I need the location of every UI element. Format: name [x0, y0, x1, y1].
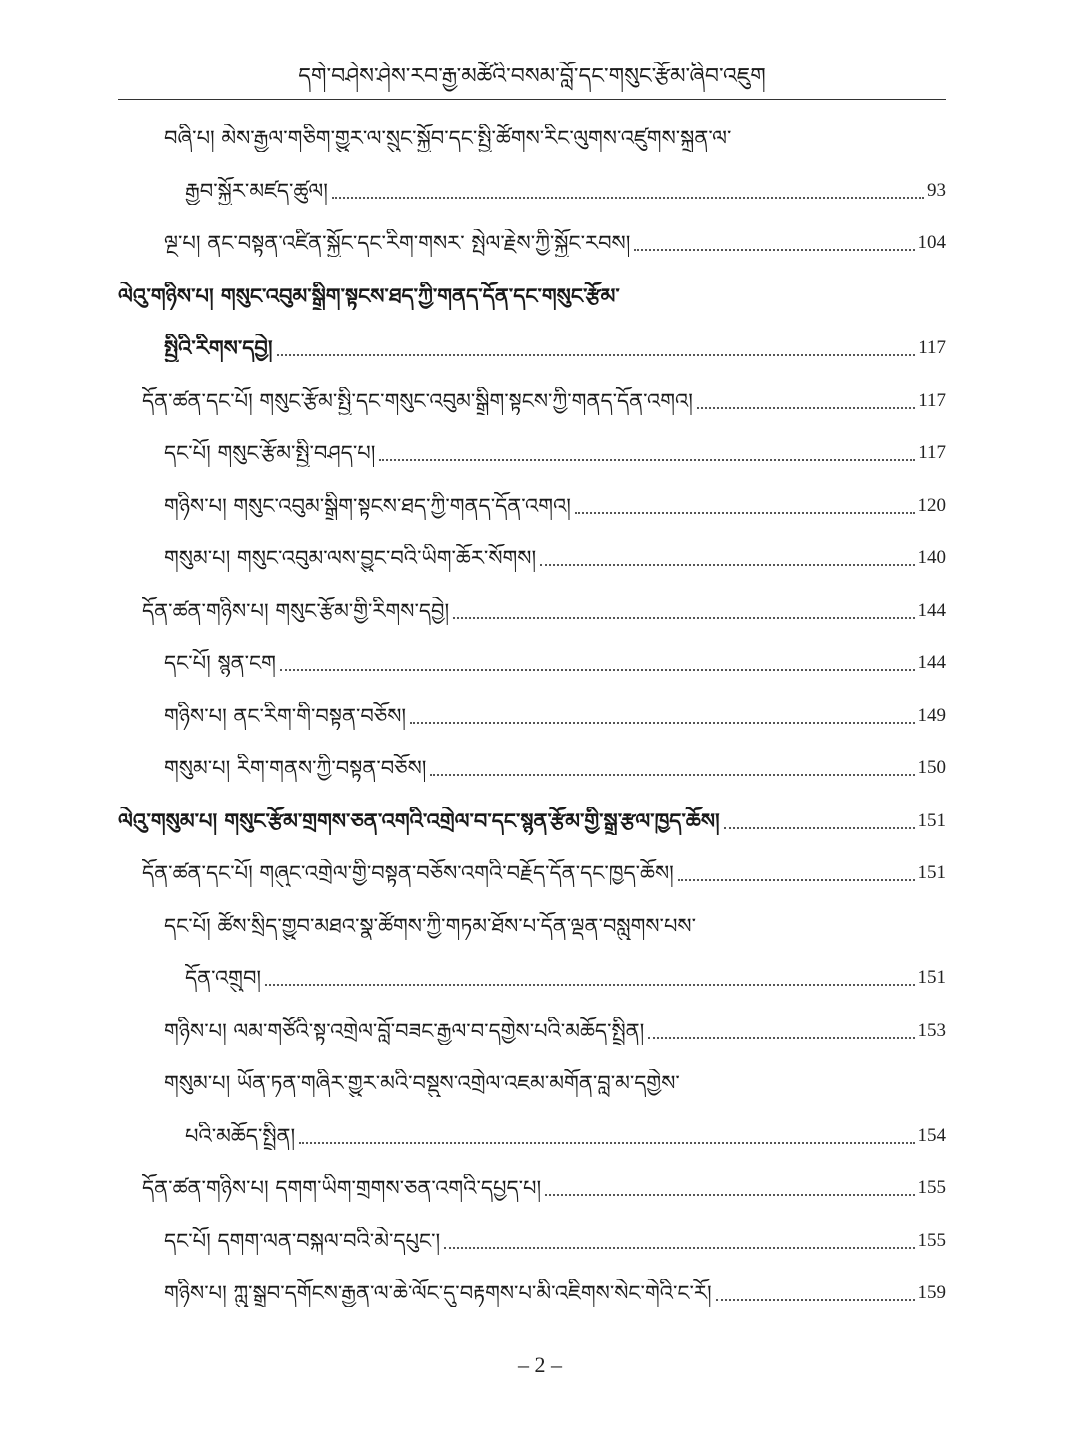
- toc-section[interactable]: [142, 847, 946, 887]
- dot-leader: [444, 1247, 914, 1249]
- toc-entry-page: 140: [917, 547, 946, 568]
- toc-entry-title: གསུམ་པ། རིག་གནས་ཀྱི་བསྟན་བཅོས།: [164, 756, 427, 780]
- dot-leader: [724, 827, 915, 829]
- toc-entry-page: 155: [917, 1177, 946, 1198]
- page-number: – 2 –: [518, 1352, 562, 1377]
- toc-section[interactable]: [142, 1162, 946, 1202]
- toc-entry-page: 150: [917, 757, 946, 778]
- toc-entry-page: 154: [917, 1125, 946, 1146]
- dot-leader: [678, 879, 915, 881]
- toc-entry[interactable]: [185, 165, 946, 205]
- dot-leader: [332, 197, 924, 199]
- toc-entry[interactable]: [164, 690, 946, 730]
- toc-entry-title: ལྔ་པ། ནང་བསྟན་འཛིན་སྐྱོང་དང་རིག་གསར་ སྤེལ་རྗེས་ཀྱི་སྐྱོང་རབས།: [164, 231, 631, 255]
- toc-entry-title: དང་པོ། སྙན་ངག: [164, 651, 276, 675]
- toc-entry-title: དང་པོ། གསུང་རྩོམ་སྤྱི་བཤད་པ།: [164, 441, 376, 465]
- dot-leader: [265, 984, 914, 986]
- dot-leader: [410, 722, 914, 724]
- dot-leader: [697, 407, 915, 409]
- toc-entry-page: 117: [918, 390, 946, 411]
- toc-entry-page: 159: [917, 1282, 946, 1303]
- toc-section[interactable]: [142, 585, 946, 625]
- toc-entry-title: རྒྱབ་སྐྱོར་མཛད་ཚུལ།: [185, 179, 328, 203]
- dot-leader: [299, 1142, 914, 1144]
- toc-entry-title: དོན་ཚན་གཉིས་པ། གསུང་རྩོམ་གྱི་རིགས་དབྱེ།: [142, 599, 450, 623]
- toc-entry[interactable]: [164, 1005, 946, 1045]
- toc-entry-title: དོན་ཚན་དང་པོ། གཞུང་འགྲེལ་གྱི་བསྟན་བཅོས་འགའི་བརྗོད་དོན་དང་ཁྱད་ཆོས།: [142, 861, 674, 885]
- toc-entry-page: 104: [917, 232, 946, 253]
- toc-entry-title: བཞི་པ། མེས་རྒྱལ་གཅིག་གྱུར་ལ་སྲུང་སྐྱོབ་དང་སྤྱི་ཚོགས་རིང་ལུགས་འཛུགས་སྐྲུན་ལ་: [164, 126, 732, 150]
- toc-entry-title: དོན་འགྲུབ།: [185, 966, 262, 990]
- toc-entry-page: 151: [917, 862, 946, 883]
- toc-entry-title: དོན་ཚན་གཉིས་པ། དགག་ཡིག་གྲགས་ཅན་འགའི་དཔྱད་པ།: [142, 1176, 542, 1200]
- toc-entry[interactable]: [164, 427, 946, 467]
- dot-leader: [280, 669, 915, 671]
- toc-entry-page: 155: [917, 1230, 946, 1251]
- dot-leader: [716, 1299, 915, 1301]
- toc-entry-page: 153: [917, 1020, 946, 1041]
- dot-leader: [545, 1194, 914, 1196]
- toc-entry[interactable]: [185, 1110, 946, 1150]
- toc-entry-page: 144: [917, 652, 946, 673]
- header-rule: [118, 99, 946, 100]
- toc-entry[interactable]: [164, 900, 946, 940]
- toc-entry-page: 117: [918, 442, 946, 463]
- toc-entry-page: 144: [917, 600, 946, 621]
- toc-entry-title: གཉིས་པ། ནང་རིག་གི་བསྟན་བཅོས།: [164, 704, 407, 728]
- toc-section[interactable]: [142, 375, 946, 415]
- toc-entry-page: 117: [918, 337, 946, 358]
- toc-entry-title: སྤྱིའི་རིགས་དབྱེ།: [164, 335, 273, 360]
- dot-leader: [575, 512, 915, 514]
- toc-entry[interactable]: [164, 1057, 946, 1097]
- toc-entry[interactable]: [164, 742, 946, 782]
- toc-entry-page: 151: [917, 810, 946, 831]
- toc-entry-title: གཉིས་པ། གསུང་འབུམ་སྒྲིག་སྟངས་ཐད་ཀྱི་གནད་དོན་འགའ།: [164, 494, 571, 518]
- dot-leader: [634, 249, 914, 251]
- toc-entry[interactable]: [164, 637, 946, 677]
- running-header: དགེ་བཤེས་ཤེས་རབ་རྒྱ་མཚོའི་བསམ་བློ་དང་གསུང་རྩོམ་ཞིབ་འཇུག: [298, 64, 766, 89]
- toc-entry-title: གསུམ་པ། གསུང་འབུམ་ལས་བྱུང་བའི་ཡིག་ཆོར་སོགས།: [164, 546, 537, 570]
- dot-leader: [540, 564, 914, 566]
- dot-leader: [430, 774, 914, 776]
- toc-entry[interactable]: [164, 112, 946, 152]
- dot-leader: [453, 617, 914, 619]
- toc-entry-page: 151: [917, 967, 946, 988]
- toc-entry-title: དང་པོ། དགག་ལན་བསྐལ་བའི་མེ་དཔུང་།: [164, 1229, 441, 1253]
- toc-entry-title: གསུམ་པ། ཡོན་ཏན་གཞིར་གྱུར་མའི་བསྡུས་འགྲེལ་འཇམ་མགོན་བླ་མ་དགྱེས་: [164, 1071, 680, 1095]
- toc-entry-title: ལེའུ་གཉིས་པ། གསུང་འབུམ་སྒྲིག་སྟངས་ཐད་ཀྱི་གནད་དོན་དང་གསུང་རྩོམ་: [118, 283, 620, 308]
- toc-entry-page: 120: [917, 495, 946, 516]
- toc-entry-title: པའི་མཆོད་སྤྲིན།: [185, 1124, 296, 1148]
- dot-leader: [648, 1037, 914, 1039]
- toc-entry[interactable]: [164, 1215, 946, 1255]
- toc-entry[interactable]: [164, 217, 946, 257]
- toc-entry-title: གཉིས་པ། ལམ་གཙོའི་སྟ་འགྲེལ་བློ་བཟང་རྒྱལ་བ་དགྱེས་པའི་མཆོད་སྤྲིན།: [164, 1019, 645, 1043]
- toc-entry-title: ལེའུ་གསུམ་པ། གསུང་རྩོམ་གྲགས་ཅན་འགའི་འགྲེལ་བ་དང་སྙན་རྩོམ་གྱི་སྒྲུ་རྩལ་ཁྱད་ཆོས།: [118, 808, 720, 833]
- toc-chapter[interactable]: [118, 795, 946, 835]
- toc-entry-title: དང་པོ། ཚོས་སྲིད་གྱུབ་མཐའ་སྣ་ཚོགས་ཀྱི་གཏམ་ཐོས་པ་དོན་ལྡན་བསླུགས་པས་: [164, 914, 696, 938]
- toc-entry-page: 93: [927, 180, 946, 201]
- toc-entry[interactable]: [164, 1267, 946, 1307]
- toc-entry-title: དོན་ཚན་དང་པོ། གསུང་རྩོམ་སྤྱི་དང་གསུང་འབུམ་སྒྲིག་སྟངས་ཀྱི་གནད་དོན་འགའ།: [142, 389, 693, 413]
- toc-entry-page: 149: [917, 705, 946, 726]
- toc-entry-title: གཉིས་པ། ཀླུ་སྒྲུབ་དགོངས་རྒྱན་ལ་ཆེ་ལོང་དུ་བརྟགས་པ་མི་འཇིགས་སེང་གེའི་ང་རོ།: [164, 1281, 712, 1305]
- toc-entry[interactable]: [185, 952, 946, 992]
- dot-leader: [379, 459, 915, 461]
- toc-entry[interactable]: [164, 480, 946, 520]
- toc-chapter[interactable]: [164, 322, 946, 362]
- toc-chapter[interactable]: [118, 270, 946, 310]
- toc-entry[interactable]: [164, 532, 946, 572]
- dot-leader: [277, 354, 916, 356]
